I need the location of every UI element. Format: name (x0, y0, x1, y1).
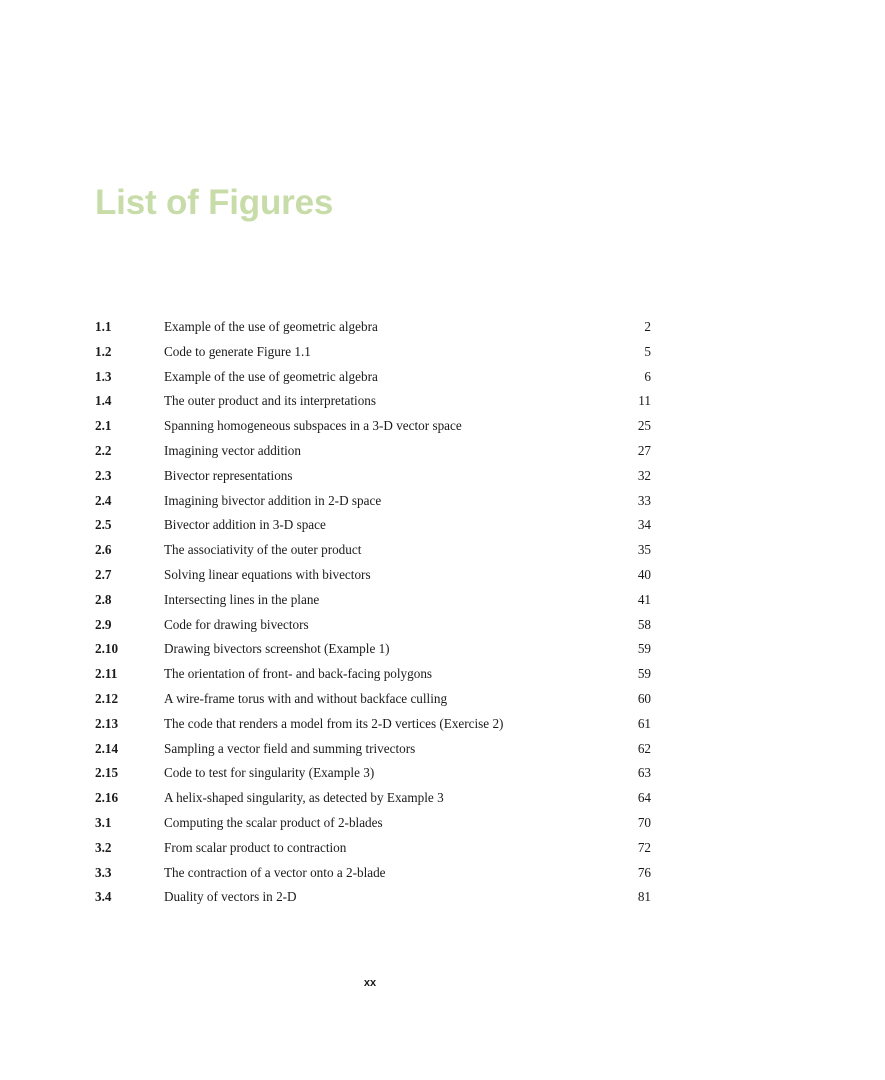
figure-number: 2.3 (95, 467, 112, 483)
figure-caption: The outer product and its interpretations (164, 393, 377, 409)
figure-entry (95, 687, 651, 712)
figure-caption: Imagining bivector addition in 2-D space (164, 492, 382, 508)
figure-caption: Drawing bivectors screenshot (Example 1) (164, 641, 390, 657)
figure-page-number: 64 (637, 790, 651, 806)
figure-caption: A helix-shaped singularity, as detected by Example 3 (164, 790, 444, 806)
figure-caption: A wire-frame torus with and without backface culling (164, 690, 448, 706)
figure-entry (95, 389, 651, 414)
figure-number: 2.10 (95, 641, 119, 657)
figure-page-number: 76 (637, 864, 651, 880)
figure-number: 1.1 (95, 319, 112, 334)
figure-entry (95, 439, 651, 464)
figure-page-number: 61 (637, 715, 651, 731)
figure-entry (95, 538, 651, 563)
figure-entry (95, 588, 651, 613)
figure-number: 3.3 (95, 864, 112, 880)
figure-caption: Code for drawing bivectors (164, 616, 309, 632)
figure-page-number: 70 (637, 814, 651, 830)
figure-number: 2.2 (95, 442, 112, 458)
figure-entry (95, 340, 651, 365)
figure-number: 2.4 (95, 492, 112, 508)
figure-number: 2.12 (95, 690, 119, 706)
figure-number: 2.16 (95, 790, 119, 806)
figure-caption: Code to test for singularity (Example 3) (164, 765, 375, 781)
figure-caption: The orientation of front- and back-facing polygons (164, 666, 433, 682)
figure-number: 2.8 (95, 591, 112, 607)
figure-number: 2.9 (95, 616, 112, 632)
figure-entry (95, 712, 651, 737)
figure-caption: Bivector representations (164, 467, 293, 483)
figure-caption: From scalar product to contraction (164, 839, 347, 855)
figure-page-number: 33 (637, 492, 651, 508)
figure-page-number: 58 (637, 616, 651, 632)
figure-caption: The contraction of a vector onto a 2-blade (164, 864, 386, 880)
figure-caption: Code to generate Figure 1.1 (164, 343, 311, 359)
figure-page-number: 2 (644, 319, 651, 334)
figure-caption: Example of the use of geometric algebra (164, 319, 378, 334)
figure-caption: Example of the use of geometric algebra (164, 368, 378, 384)
figure-caption: Computing the scalar product of 2-blades (164, 814, 383, 830)
figure-number: 1.4 (95, 393, 112, 409)
figure-caption: The code that renders a model from its 2-D vertices (Exercise 2) (164, 715, 504, 731)
figure-entry (95, 637, 651, 662)
figure-page-number: 41 (637, 591, 651, 607)
figure-caption: Duality of vectors in 2-D (164, 889, 297, 905)
figure-page-number: 34 (637, 517, 651, 533)
page-folio: xx (363, 977, 377, 989)
figure-entry (95, 885, 651, 910)
figure-page-number: 72 (637, 839, 651, 855)
figure-page-number: 59 (637, 666, 651, 682)
figure-entry (95, 662, 651, 687)
figure-number: 2.5 (95, 517, 112, 533)
figure-caption: Sampling a vector field and summing trivectors (164, 740, 416, 756)
figure-caption: Imagining vector addition (164, 442, 301, 458)
figure-number: 1.3 (95, 368, 112, 384)
figure-number: 2.14 (95, 740, 119, 756)
figure-caption: Spanning homogeneous subspaces in a 3-D vector space (164, 418, 462, 434)
figure-page-number: 32 (637, 467, 651, 483)
figure-page-number: 11 (638, 393, 651, 409)
figure-entry (95, 786, 651, 811)
figure-number: 2.13 (95, 715, 119, 731)
figure-entry (95, 836, 651, 861)
figure-number: 3.2 (95, 839, 112, 855)
figure-number: 2.1 (95, 418, 112, 434)
figure-page-number: 35 (637, 542, 651, 558)
figure-caption: Solving linear equations with bivectors (164, 566, 371, 582)
figure-entry (95, 464, 651, 489)
figure-page-number: 27 (637, 442, 651, 458)
figure-entry (95, 513, 651, 538)
figure-entry (95, 761, 651, 786)
figure-number: 1.2 (95, 343, 112, 359)
figure-entry (95, 811, 651, 836)
figure-caption: Bivector addition in 3-D space (164, 517, 326, 533)
figure-entry (95, 489, 651, 514)
figure-page-number: 6 (644, 368, 651, 384)
figure-caption: Intersecting lines in the plane (164, 591, 320, 607)
figure-page-number: 62 (637, 740, 651, 756)
figure-page-number: 5 (644, 343, 651, 359)
figure-entry (95, 315, 651, 340)
figure-page-number: 40 (637, 566, 651, 582)
figure-entry (95, 737, 651, 762)
figure-number: 3.4 (95, 889, 112, 905)
figure-list (95, 315, 651, 910)
figure-entry (95, 861, 651, 886)
figure-page-number: 63 (637, 765, 651, 781)
figure-number: 3.1 (95, 814, 112, 830)
figure-caption: The associativity of the outer product (164, 542, 362, 558)
figure-entry (95, 414, 651, 439)
figure-entry (95, 365, 651, 390)
figure-page-number: 60 (637, 690, 651, 706)
figure-entry (95, 563, 651, 588)
figure-number: 2.6 (95, 542, 112, 558)
figure-number: 2.7 (95, 566, 112, 582)
figure-page-number: 59 (637, 641, 651, 657)
figure-number: 2.11 (95, 666, 118, 682)
figure-page-number: 25 (637, 418, 651, 434)
figure-entry (95, 613, 651, 638)
page-title: List of Figures (95, 183, 334, 222)
figure-number: 2.15 (95, 765, 119, 781)
figure-page-number: 81 (637, 889, 651, 905)
